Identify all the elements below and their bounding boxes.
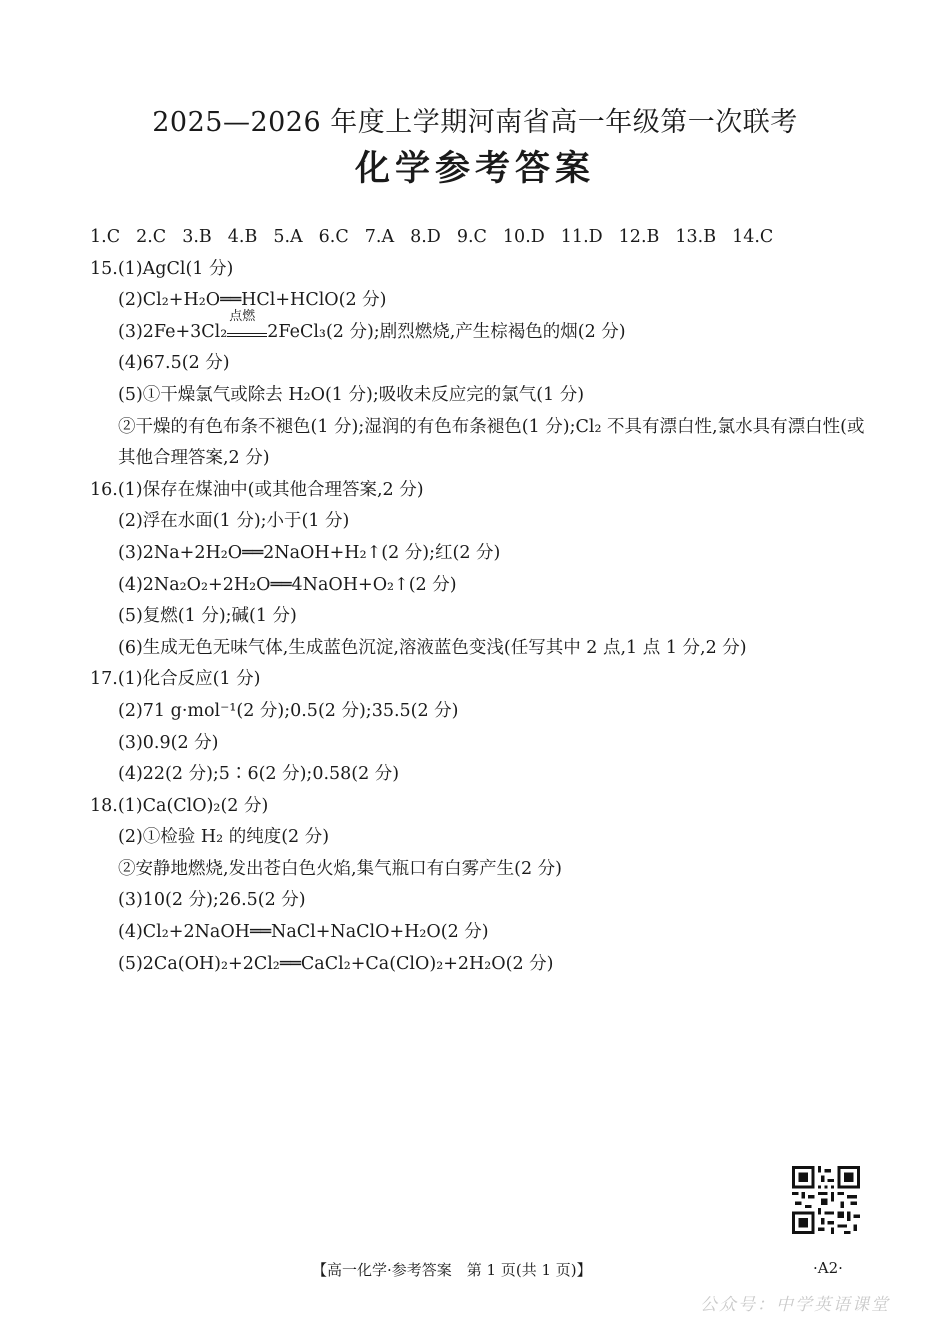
mc-answer: 6.C [318, 227, 349, 247]
q17-part4: (4)22(2 分);5∶6(2 分);0.58(2 分) [118, 764, 400, 785]
mc-answer: 7.A [364, 227, 395, 247]
q16-part2: (2)浮在水面(1 分);小于(1 分) [118, 511, 350, 532]
q17-part1: 17.(1)化合反应(1 分) [90, 669, 261, 690]
q15-part5-a: (5)①干燥氯气或除去 H₂O(1 分);吸收未反应完的氯气(1 分) [118, 384, 585, 405]
mc-answer: 8.D [410, 227, 441, 247]
q15-part3-products: 2FeCl₃(2 分);剧烈燃烧,产生棕褐色的烟(2 分) [267, 321, 626, 342]
q16-part4: (4)2Na₂O₂+2H₂O══4NaOH+O₂↑(2 分) [118, 574, 457, 595]
q16-part1: 16.(1)保存在煤油中(或其他合理答案,2 分) [90, 479, 424, 500]
q18-part5: (5)2Ca(OH)₂+2Cl₂══CaCl₂+Ca(ClO)₂+2H₂O(2 分) [118, 953, 554, 974]
footer-text: 【高一化学·参考答案 第 1 页(共 1 页)】 [312, 1261, 592, 1279]
mc-answer: 4.B [227, 227, 258, 247]
q16-part3: (3)2Na+2H₂O══2NaOH+H₂↑(2 分);红(2 分) [118, 542, 501, 563]
q15-part3 [90, 309, 880, 349]
q17-part2: (2)71 g·mol⁻¹(2 分);0.5(2 分);35.5(2 分) [118, 700, 459, 721]
mc-answer: 3.B [182, 227, 212, 247]
q18-part2-a: (2)①检验 H₂ 的纯度(2 分) [118, 827, 330, 848]
q18-part2-b: ②安静地燃烧,发出苍白色火焰,集气瓶口有白雾产生(2 分) [118, 858, 562, 879]
q16-part5: (5)复燃(1 分);碱(1 分) [118, 606, 297, 627]
q15-part3-reactants: (3)2Fe+3Cl₂ [118, 321, 228, 342]
mc-answer: 2.C [136, 227, 167, 247]
q16-part6: (6)生成无色无味气体,生成蓝色沉淀,溶液蓝色变浅(任写其中 2 点,1 点 1 分,2 分) [118, 637, 747, 658]
page-code: ·A2· [813, 1259, 843, 1277]
q18-part3: (3)10(2 分);26.5(2 分) [118, 890, 306, 911]
q17-part3: (3)0.9(2 分) [118, 732, 219, 753]
document-title: 2025—2026 年度上学期河南省高一年级第一次联考 [152, 107, 798, 138]
mc-answer: 10.D [502, 227, 545, 247]
document-subtitle: 化学参考答案 [354, 149, 595, 189]
answer-body [90, 222, 880, 980]
mc-answer: 9.C [456, 227, 487, 247]
reaction-condition-arrow [227, 309, 267, 342]
q18-part4: (4)Cl₂+2NaOH══NaCl+NaClO+H₂O(2 分) [118, 922, 489, 943]
multiple-choice-answers [90, 222, 880, 254]
mc-answer: 12.B [618, 227, 660, 247]
q15-part5-b: ②干燥的有色布条不褪色(1 分);湿润的有色布条褪色(1 分);Cl₂ 不具有漂白性,氯水具有漂白性(或其他合理答案,2 分) [118, 416, 865, 469]
qr-code [792, 1166, 860, 1234]
q15-part2: (2)Cl₂+H₂O══HCl+HClO(2 分) [118, 290, 387, 311]
reaction-condition-label: 点燃 [229, 309, 256, 325]
mc-answer: 5.A [273, 227, 303, 247]
watermark: 公众号：中学英语课堂 [700, 1295, 890, 1315]
q18-part1: 18.(1)Ca(ClO)₂(2 分) [90, 795, 269, 816]
mc-answer: 13.B [675, 227, 717, 247]
mc-answer: 14.C [732, 227, 774, 247]
mc-answer: 11.D [560, 227, 603, 247]
q15-part4: (4)67.5(2 分) [118, 353, 230, 374]
q15-part1: 15.(1)AgCl(1 分) [90, 258, 234, 279]
mc-answer: 1.C [90, 227, 121, 247]
